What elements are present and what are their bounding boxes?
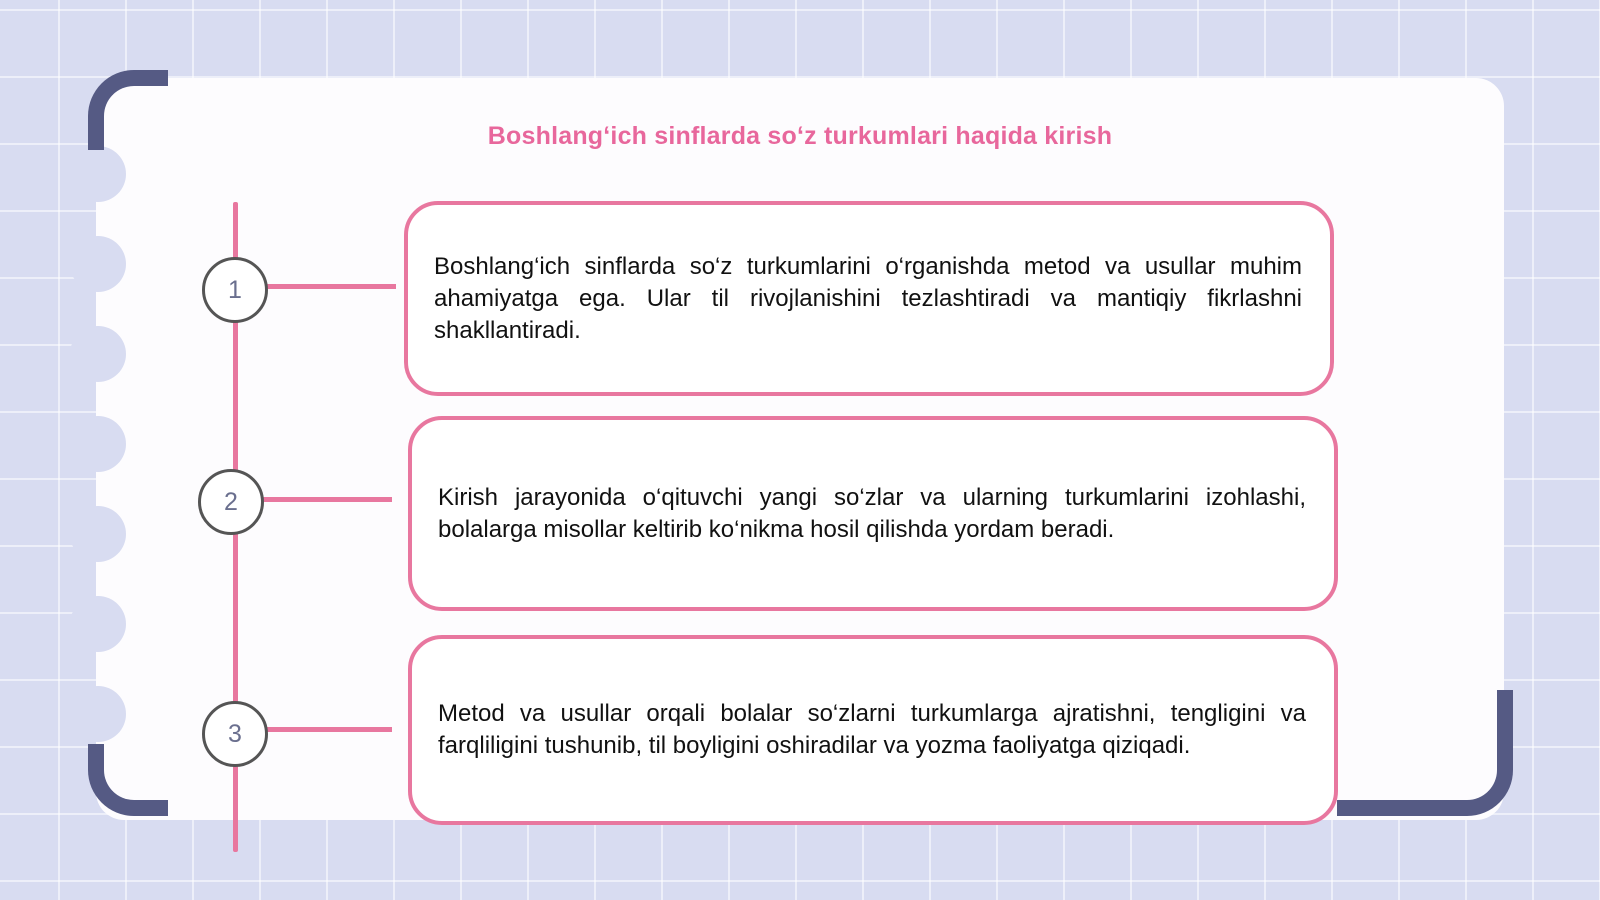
step-box: [408, 635, 1338, 825]
step-box: [404, 201, 1334, 396]
frame-corner-bottom-right: [1337, 690, 1513, 816]
card-edge-notch: [70, 416, 126, 472]
card-edge-notch: [70, 146, 126, 202]
step-box: [408, 416, 1338, 611]
step-text: Metod va usullar orqali bolalar so‘zlarni turkumlarga ajratishni, tengligini va farqliligini tushunib, til boyligini oshiradilar va yozma faoliyatga qiziqadi.: [438, 700, 1306, 759]
timeline-connector: [262, 497, 392, 502]
card-edge-notch: [70, 236, 126, 292]
timeline-connector: [266, 727, 392, 732]
card-edge-notch: [70, 326, 126, 382]
card-edge-notch: [70, 686, 126, 742]
timeline-connector: [266, 284, 396, 289]
step-number-circle: 2: [198, 469, 264, 535]
step-number-circle: 1: [202, 257, 268, 323]
step-text: Boshlang‘ich sinflarda so‘z turkumlarini o‘rganishda metod va usullar muhim ahamiyatga ega. Ular til rivojlanishini tezlashtiradi va mantiqiy fikrlashni shakllantiradi.: [434, 252, 1302, 344]
card-edge-notch: [70, 596, 126, 652]
step-text: Kirish jarayonida o‘qituvchi yangi so‘zlar va ularning turkumlarini izohlashi, bolalarga misollar keltirib ko‘nikma hosil qilishda yordam beradi.: [438, 483, 1306, 543]
card-edge-notch: [70, 506, 126, 562]
slide-title: Boshlang‘ich sinflarda so‘z turkumlari haqida kirish: [487, 122, 1113, 150]
step-number-circle: 3: [202, 701, 268, 767]
